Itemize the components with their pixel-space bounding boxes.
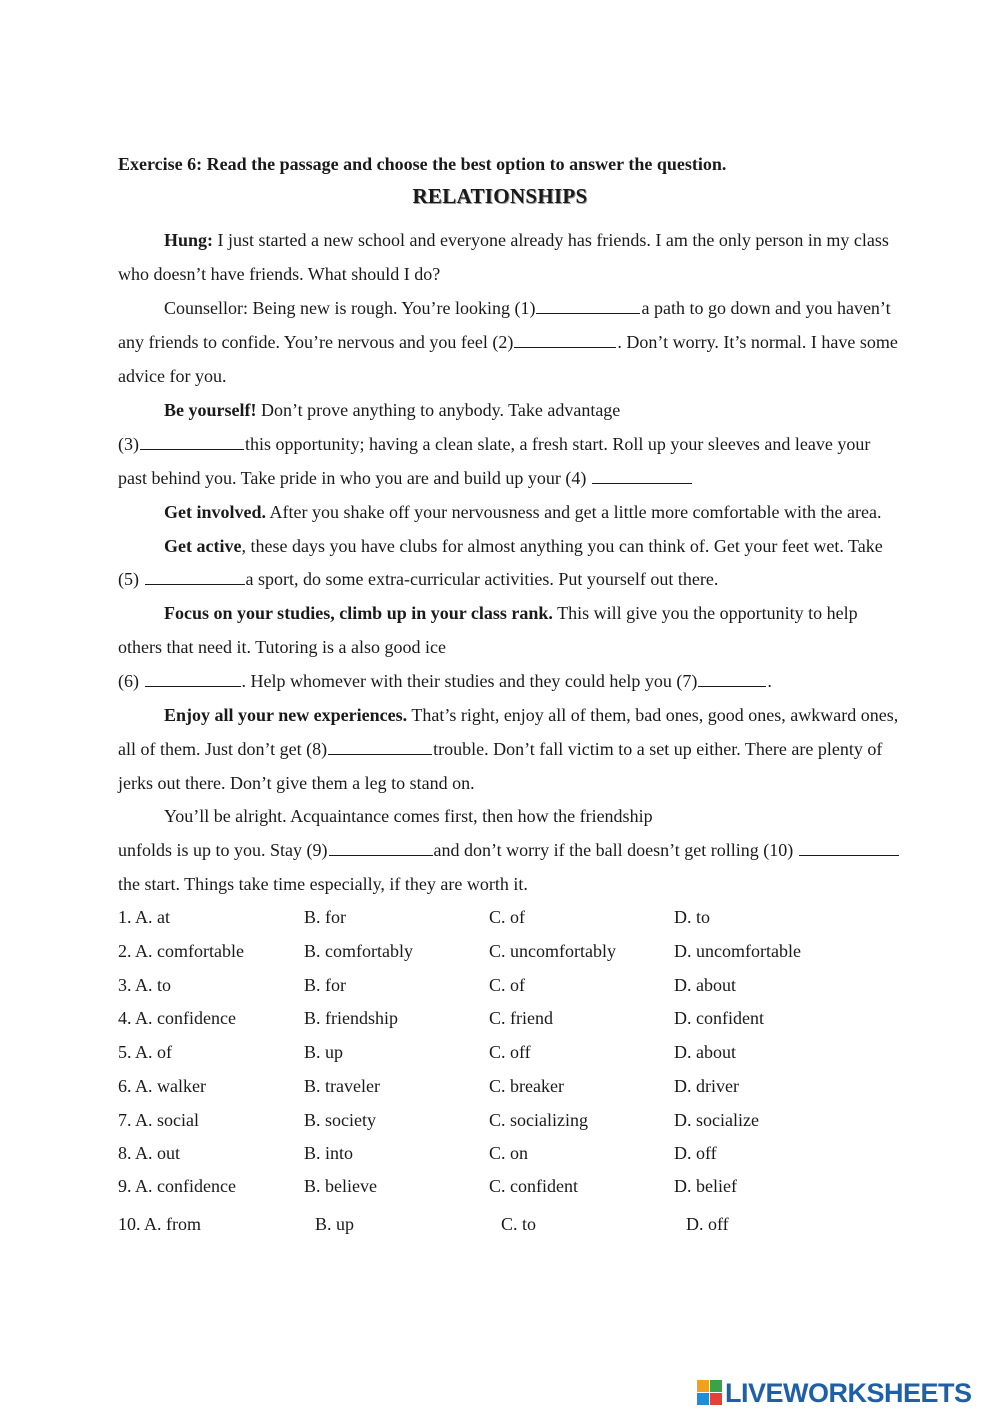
question-row	[118, 1108, 958, 1132]
passage-title: RELATIONSHIPS	[412, 184, 588, 208]
liveworksheets-watermark	[697, 1378, 972, 1408]
option-a[interactable]: 7. A. social	[118, 1110, 199, 1130]
answer-blank-3[interactable]	[140, 432, 244, 450]
passage-line: advice for you.	[118, 366, 227, 386]
passage-line: Counsellor: Being new is rough. You’re looking (1) a path to go down and you haven’t	[164, 298, 891, 318]
passage-line: all of them. Just don’t get (8) trouble. Don’t fall victim to a set up either. There are plenty of	[118, 739, 883, 759]
answer-blank-4[interactable]	[592, 466, 692, 484]
passage-line: (3) this opportunity; having a clean slate, a fresh start. Roll up your sleeves and leave your	[118, 434, 871, 454]
passage-line: (6) . Help whomever with their studies and they could help you (7) .	[118, 671, 772, 691]
passage-line: past behind you. Take pride in who you are and build up your (4)	[118, 466, 958, 490]
option-c[interactable]: C. on	[489, 1143, 529, 1163]
option-d[interactable]: D. driver	[674, 1076, 739, 1096]
option-b[interactable]: B. traveler	[304, 1076, 380, 1096]
option-c[interactable]: C. confident	[489, 1176, 578, 1196]
passage-line: who doesn’t have friends. What should I do?	[118, 264, 441, 284]
option-c[interactable]: C. to	[501, 1214, 537, 1234]
answer-blank-7[interactable]	[698, 669, 766, 687]
option-d[interactable]: D. uncomfortable	[674, 941, 801, 961]
answer-blank-10[interactable]	[799, 838, 899, 856]
passage-line: any friends to confide. You’re nervous and you feel (2) . Don’t worry. It’s normal. I have some	[118, 332, 898, 352]
option-c[interactable]: C. socializing	[489, 1110, 588, 1130]
option-a[interactable]: 9. A. confidence	[118, 1176, 236, 1196]
option-b[interactable]: B. for	[304, 975, 346, 995]
option-d[interactable]: D. confident	[674, 1008, 764, 1028]
answer-blank-1[interactable]	[536, 296, 640, 314]
option-b[interactable]: B. up	[304, 1042, 344, 1062]
option-c[interactable]: C. of	[489, 907, 525, 927]
passage-line: Get active, these days you have clubs for almost anything you can think of. Get your feet wet. Take	[164, 536, 883, 556]
passage-line: You’ll be alright. Acquaintance comes first, then how the friendship	[164, 806, 653, 826]
option-a[interactable]: 5. A. of	[118, 1042, 172, 1062]
answer-blank-9[interactable]	[329, 838, 433, 856]
option-b[interactable]: B. into	[304, 1143, 354, 1163]
option-a[interactable]: 8. A. out	[118, 1143, 181, 1163]
question-row	[118, 1074, 958, 1098]
answer-blank-2[interactable]	[514, 330, 616, 348]
watermark-text: LIVEWORKSHEETS	[725, 1377, 972, 1408]
option-b[interactable]: B. up	[315, 1214, 355, 1234]
passage-line: Hung: I just started a new school and everyone already has friends. I am the only person in my class	[164, 230, 889, 250]
question-row	[118, 973, 958, 997]
option-d[interactable]: D. to	[674, 907, 710, 927]
option-b[interactable]: B. friendship	[304, 1008, 398, 1028]
option-c[interactable]: C. of	[489, 975, 525, 995]
question-row	[118, 1040, 958, 1064]
option-c[interactable]: C. off	[489, 1042, 531, 1062]
option-c[interactable]: C. uncomfortably	[489, 941, 616, 961]
question-row	[118, 1141, 958, 1165]
option-b[interactable]: B. believe	[304, 1176, 377, 1196]
option-d[interactable]: D. about	[674, 975, 736, 995]
passage-line: unfolds is up to you. Stay (9) and don’t worry if the ball doesn’t get rolling (10)	[118, 838, 958, 862]
option-b[interactable]: B. comfortably	[304, 941, 413, 961]
passage-line: Get involved. After you shake off your nervousness and get a little more comfortable with the area.	[164, 502, 882, 522]
passage-line: (5) a sport, do some extra-curricular activities. Put yourself out there.	[118, 569, 719, 589]
option-a[interactable]: 1. A. at	[118, 907, 170, 927]
passage-line: Focus on your studies, climb up in your class rank. This will give you the opportunity to help	[164, 603, 858, 623]
answer-blank-8[interactable]	[328, 737, 432, 755]
option-b[interactable]: B. for	[304, 907, 346, 927]
passage-line: Be yourself! Don’t prove anything to anybody. Take advantage	[164, 400, 621, 420]
option-c[interactable]: C. breaker	[489, 1076, 564, 1096]
answer-blank-5[interactable]	[145, 567, 245, 585]
question-row	[118, 1212, 958, 1236]
option-d[interactable]: D. off	[674, 1143, 717, 1163]
exercise-heading: Exercise 6: Read the passage and choose the best option to answer the question.	[118, 154, 727, 174]
passage-line: Enjoy all your new experiences. That’s right, enjoy all of them, bad ones, good ones, awkward ones,	[164, 705, 899, 725]
option-a[interactable]: 4. A. confidence	[118, 1008, 236, 1028]
question-row	[118, 1174, 958, 1198]
option-d[interactable]: D. socialize	[674, 1110, 759, 1130]
option-d[interactable]: D. belief	[674, 1176, 737, 1196]
answer-blank-6[interactable]	[145, 669, 241, 687]
passage-line: others that need it. Tutoring is a also good ice	[118, 637, 446, 657]
option-d[interactable]: D. off	[686, 1214, 729, 1234]
question-row	[118, 939, 958, 963]
option-a[interactable]: 10. A. from	[118, 1214, 201, 1234]
option-b[interactable]: B. society	[304, 1110, 376, 1130]
option-c[interactable]: C. friend	[489, 1008, 553, 1028]
option-d[interactable]: D. about	[674, 1042, 736, 1062]
option-a[interactable]: 3. A. to	[118, 975, 172, 995]
liveworksheets-logo-icon	[697, 1380, 723, 1406]
question-row	[118, 905, 958, 929]
option-a[interactable]: 2. A. comfortable	[118, 941, 244, 961]
question-row	[118, 1006, 958, 1030]
passage-line: jerks out there. Don’t give them a leg to stand on.	[118, 773, 475, 793]
passage-line: the start. Things take time especially, if they are worth it.	[118, 874, 528, 894]
option-a[interactable]: 6. A. walker	[118, 1076, 206, 1096]
